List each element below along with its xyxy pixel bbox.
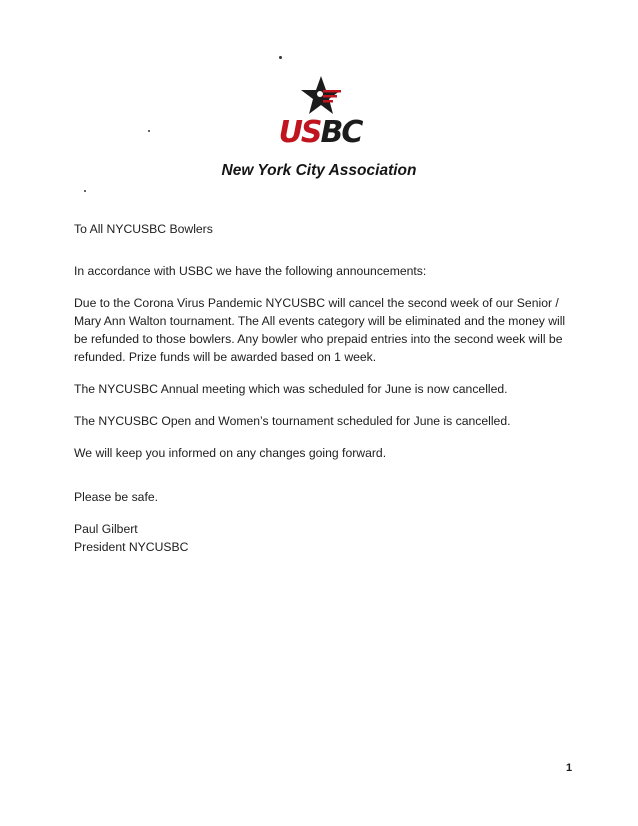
scan-speck	[148, 130, 150, 132]
salutation: To All NYCUSBC Bowlers	[74, 222, 213, 236]
announcement-paragraph: We will keep you informed on any changes going forward.	[74, 446, 387, 460]
announcement-paragraph: The NYCUSBC Annual meeting which was scheduled for June is now cancelled.	[74, 382, 508, 396]
letter-body	[74, 220, 574, 556]
usbc-wordmark: USBC	[278, 115, 362, 150]
scan-speck	[279, 56, 282, 59]
star-icon	[299, 74, 343, 118]
announcement-paragraph: Due to the Corona Virus Pandemic NYCUSBC will cancel the second week of our Senior / Mary Ann Walton tournament. The All events category will be eliminated and the money will be refunded to those bowlers. Any bowler who prepaid entries into the second week will be refunded. Prize funds will be awarded based on 1 week.	[74, 296, 566, 364]
intro-paragraph: In accordance with USBC we have the following announcements:	[74, 264, 427, 278]
scan-speck	[84, 190, 86, 192]
page-number: 1	[566, 762, 573, 774]
closing-line: Please be safe.	[74, 490, 159, 504]
usbc-logo	[255, 74, 385, 148]
signature-title: President NYCUSBC	[74, 540, 189, 554]
signature-name: Paul Gilbert	[74, 522, 138, 536]
announcement-paragraph: The NYCUSBC Open and Women’s tournament scheduled for June is cancelled.	[74, 414, 511, 428]
association-title: New York City Association	[221, 162, 417, 179]
